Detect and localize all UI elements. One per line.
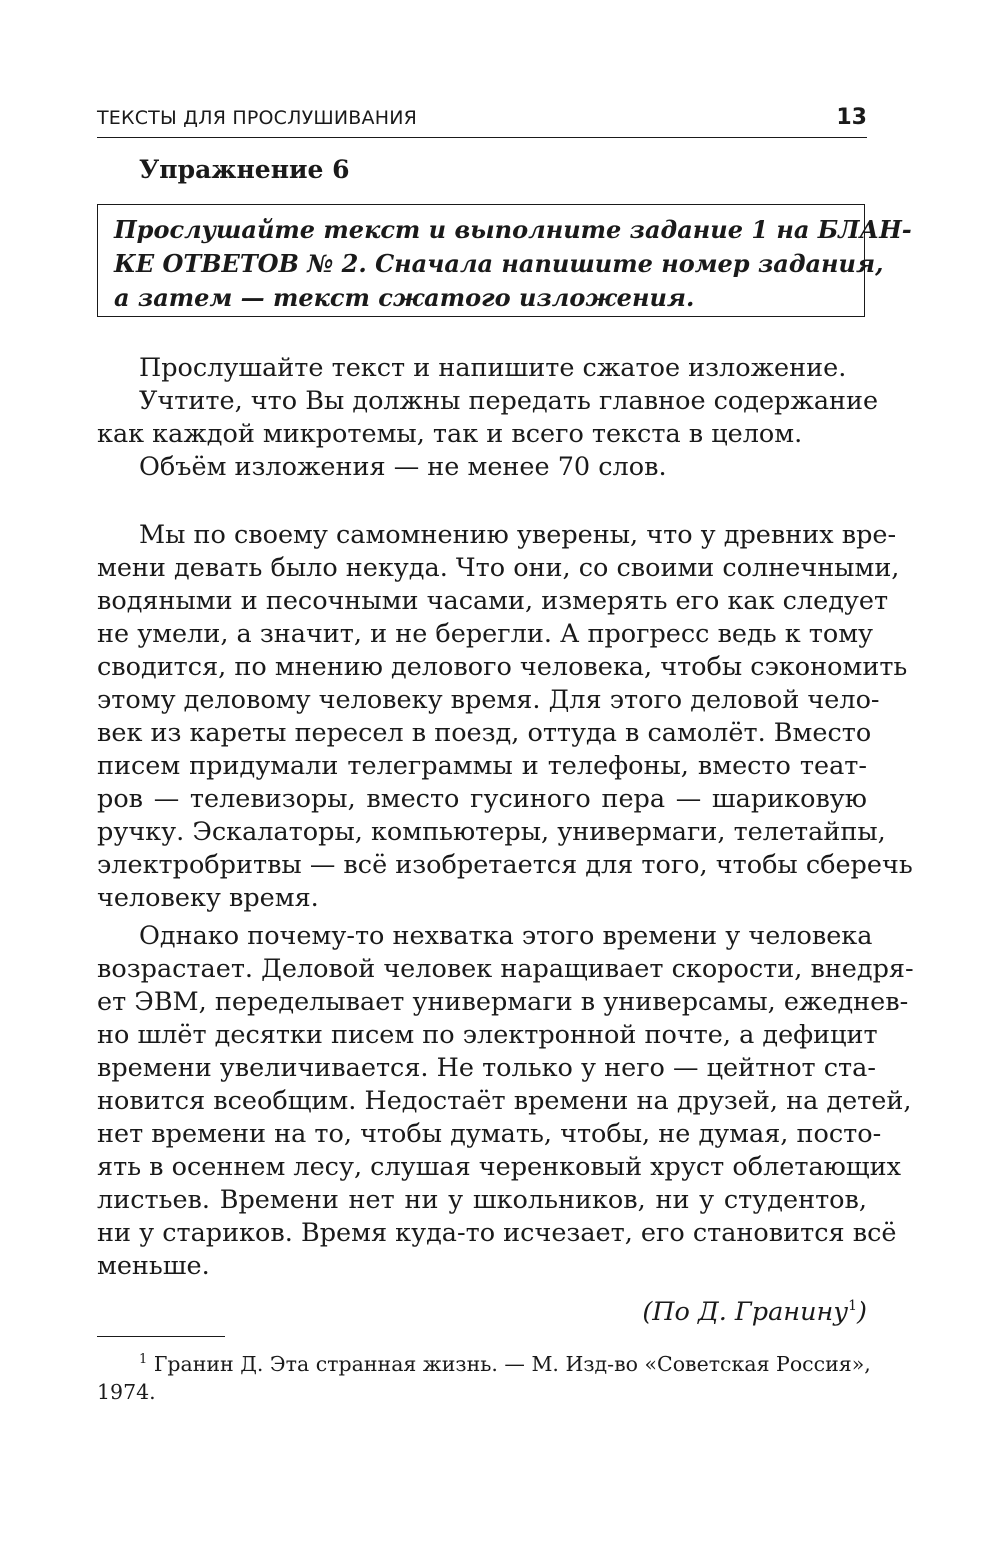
footnote-line	[97, 1346, 871, 1378]
task-line: КЕ ОТВЕТОВ № 2. Сначала напишите номер задания,	[114, 249, 884, 278]
task-line: Прослушайте текст и выполните задание 1 на БЛАН-	[114, 215, 912, 244]
text-line: листьев. Времени нет ни у школьников, ни у студентов,	[97, 1185, 867, 1215]
task-line: а затем — текст сжатого изложения.	[114, 283, 695, 312]
instruction-line: как каждой микротемы, так и всего текста в целом.	[97, 419, 803, 449]
source-text: (По Д. Гранину	[642, 1297, 849, 1327]
text-line: электробритвы — всё изобретается для того, чтобы сберечь	[97, 850, 913, 880]
text-line: новится всеобщим. Недостаёт времени на друзей, на детей,	[97, 1086, 912, 1116]
text-line: век из кареты пересел в поезд, оттуда в самолёт. Вместо	[97, 718, 872, 748]
footnote-text: Гранин Д. Эта странная жизнь. — М. Изд-во «Советская Россия»,	[153, 1352, 871, 1376]
instruction-line: Учтите, что Вы должны передать главное содержание	[139, 386, 879, 416]
running-title: ТЕКСТЫ ДЛЯ ПРОСЛУШИВАНИЯ	[97, 107, 418, 129]
source-footnote-mark: 1	[848, 1298, 858, 1314]
text-line: Однако почему-то нехватка этого времени у человека	[139, 921, 873, 951]
text-line: но шлёт десятки писем по электронной почте, а дефицит	[97, 1020, 878, 1050]
exercise-title: Упражнение 6	[139, 155, 350, 184]
text-line: мени девать было некуда. Что они, со своими солнечными,	[97, 553, 900, 583]
text-line: времени увеличивается. Не только у него — цейтнот ста-	[97, 1053, 876, 1083]
text-line: человеку время.	[97, 883, 319, 913]
footnote-mark: 1	[139, 1352, 148, 1367]
instruction-line: Прослушайте текст и напишите сжатое изложение.	[139, 353, 847, 383]
text-line: не умели, а значит, и не берегли. А прогресс ведь к тому	[97, 619, 874, 649]
task-box	[97, 204, 912, 317]
source-attribution	[642, 1290, 867, 1329]
text-line: этому деловому человеку время. Для этого деловой чело-	[97, 685, 880, 715]
page-number: 13	[836, 105, 867, 130]
text-line: писем придумали телеграммы и телефоны, вместо теат-	[97, 751, 867, 781]
source-close: )	[857, 1297, 867, 1327]
text-line: нет времени на то, чтобы думать, чтобы, не думая, посто-	[97, 1119, 882, 1149]
text-line: меньше.	[97, 1251, 210, 1281]
footnote-divider	[97, 1336, 225, 1337]
text-line: ни у стариков. Время куда-то исчезает, его становится всё	[97, 1218, 897, 1248]
text-line: ров — телевизоры, вместо гусиного пера — шариковую	[97, 784, 867, 814]
running-header	[97, 105, 867, 138]
text-line: возрастает. Деловой человек наращивает скорости, внедря-	[97, 954, 914, 984]
text-line: ять в осеннем лесу, слушая черенковый хруст облетающих	[97, 1152, 901, 1182]
text-line: Мы по своему самомнению уверены, что у древних вре-	[139, 520, 897, 550]
text-line: сводится, по мнению делового человека, чтобы сэкономить	[97, 652, 908, 682]
text-line: водяными и песочными часами, измерять его как следует	[97, 586, 889, 616]
instruction-line: Объём изложения — не менее 70 слов.	[139, 452, 667, 482]
text-line: ет ЭВМ, переделывает универмаги в универсамы, ежеднев-	[97, 987, 909, 1017]
text-line: ручку. Эскалаторы, компьютеры, универмаги, телетайпы,	[97, 817, 886, 847]
footnote-line: 1974.	[97, 1380, 156, 1404]
